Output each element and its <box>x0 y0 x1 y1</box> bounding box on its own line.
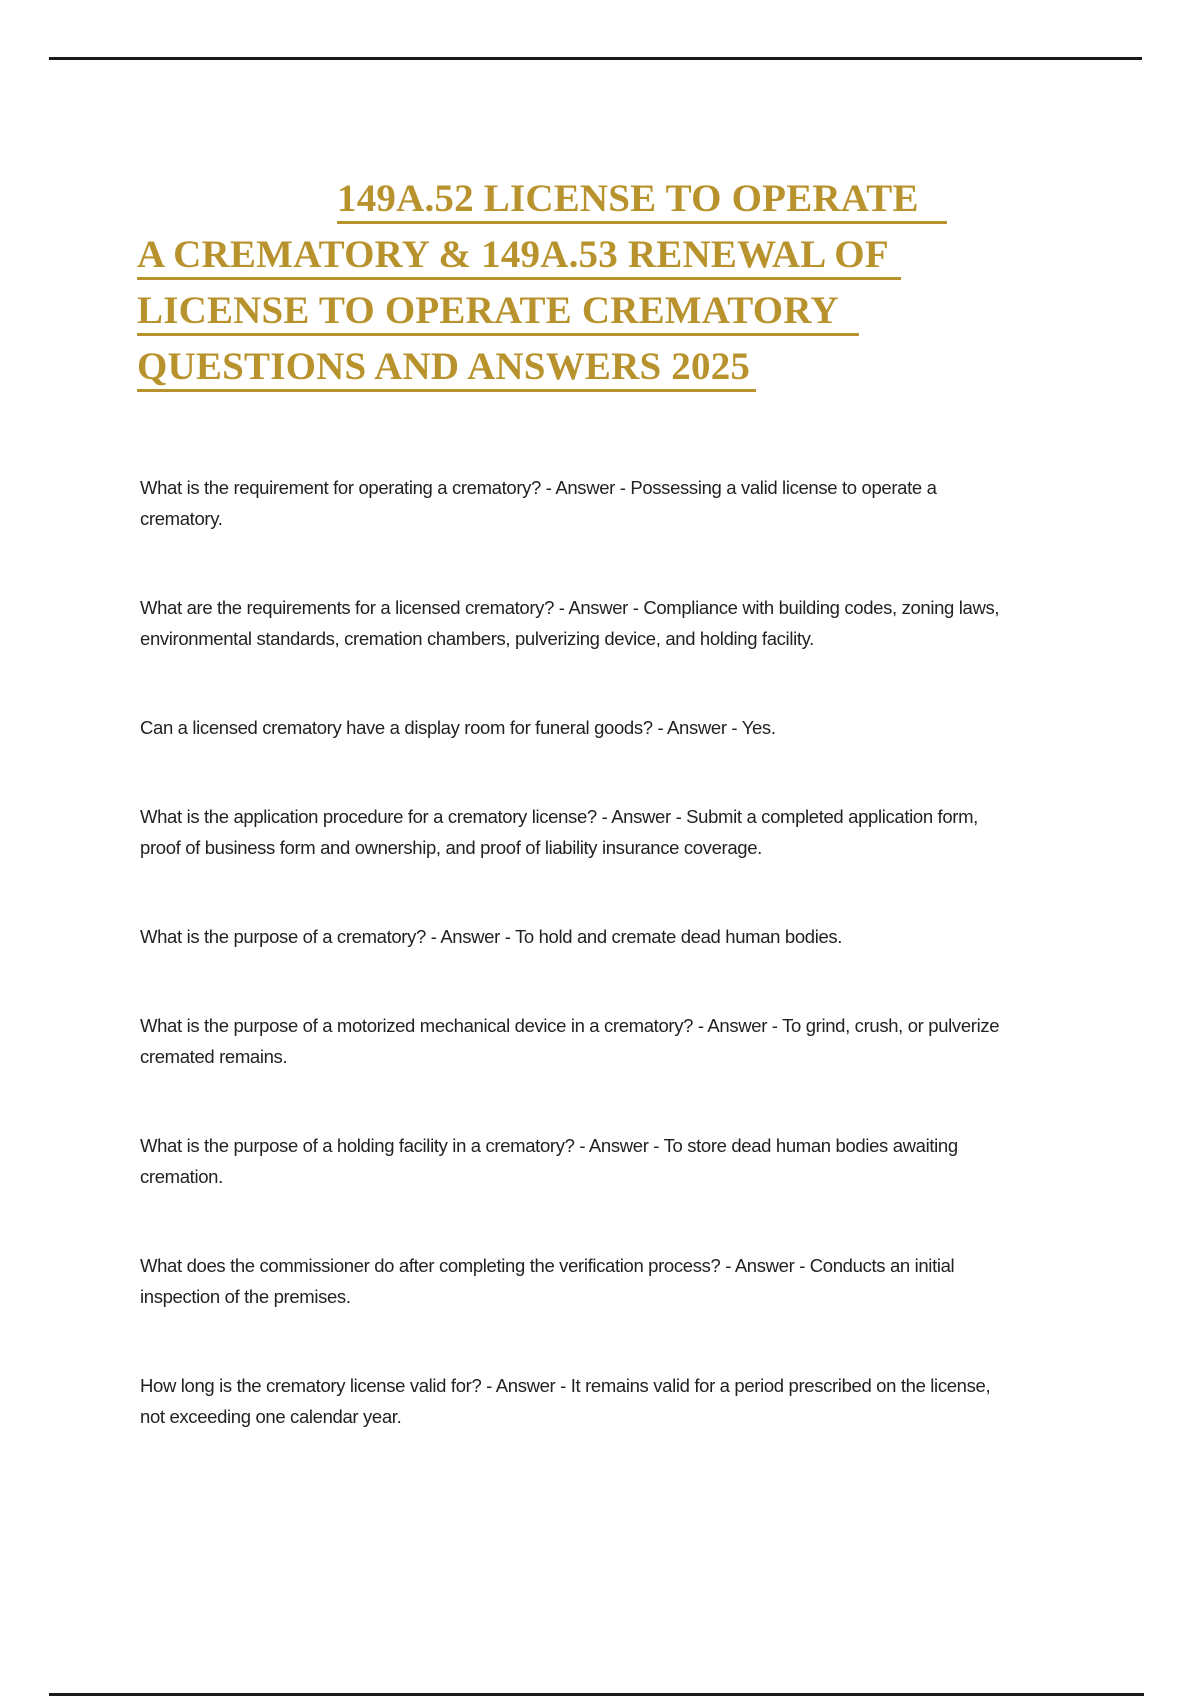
bottom-horizontal-rule <box>49 1693 1144 1696</box>
qa-item: What is the requirement for operating a crematory? - Answer - Possessing a valid license to operate a crematory. <box>140 477 937 529</box>
qa-item: What is the purpose of a holding facility in a crematory? - Answer - To store dead human bodies awaiting cremation. <box>140 1135 958 1187</box>
title-line: A CREMATORY & 149A.53 RENEWAL OF <box>137 227 1137 283</box>
qa-item: What is the purpose of a motorized mechanical device in a crematory? - Answer - To grind, crush, or pulverize cremated remains. <box>140 1015 1000 1067</box>
qa-item: What is the purpose of a crematory? - Answer - To hold and cremate dead human bodies. <box>140 926 843 947</box>
qa-item: What are the requirements for a licensed crematory? - Answer - Compliance with building codes, zoning laws, environmental standards, cremation chambers, pulverizing device, and holding facility. <box>140 597 1000 649</box>
title-line: QUESTIONS AND ANSWERS 2025 <box>137 339 1137 395</box>
title-line: LICENSE TO OPERATE CREMATORY <box>137 283 1137 339</box>
title-line: 149A.52 LICENSE TO OPERATE <box>337 171 1137 227</box>
qa-item: What does the commissioner do after completing the verification process? - Answer - Conducts an initial inspection of the premises. <box>140 1255 955 1307</box>
document-title <box>137 171 1137 395</box>
qa-item: Can a licensed crematory have a display room for funeral goods? - Answer - Yes. <box>140 717 776 738</box>
qa-item: How long is the crematory license valid for? - Answer - It remains valid for a period prescribed on the license, not exceeding one calendar year. <box>140 1375 991 1427</box>
qa-item: What is the application procedure for a crematory license? - Answer - Submit a completed application form, proof of business form and ownership, and proof of liability insurance coverage. <box>140 806 978 858</box>
qa-list <box>140 472 1012 1432</box>
top-horizontal-rule <box>49 57 1142 60</box>
